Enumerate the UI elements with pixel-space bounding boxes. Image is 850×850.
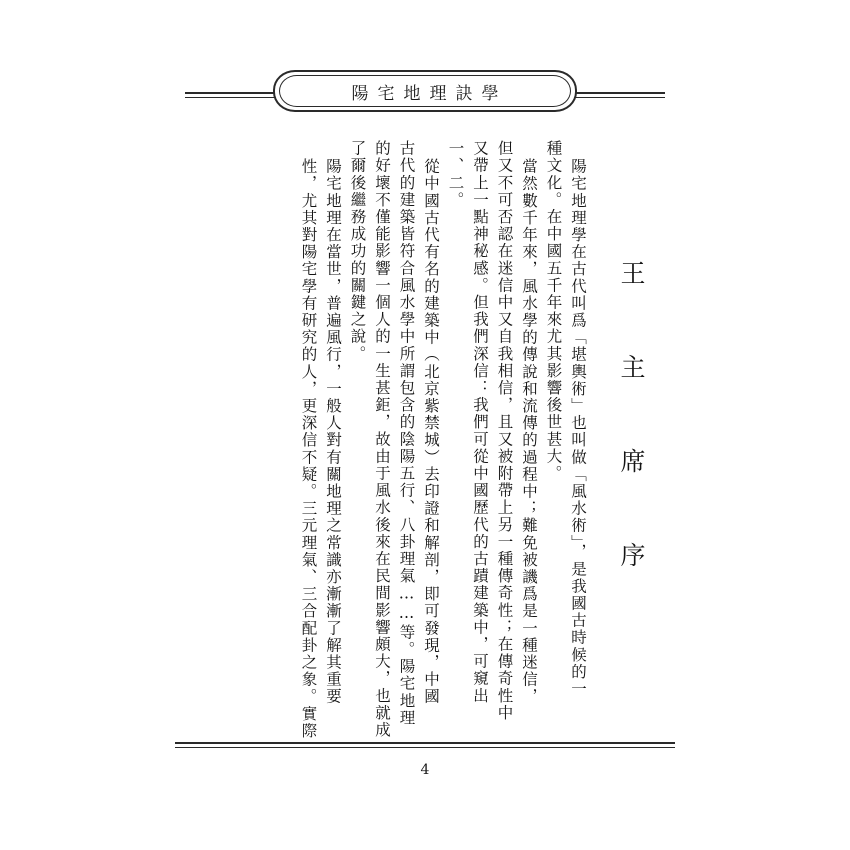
section-title: 王 主 席 序 bbox=[617, 260, 646, 587]
text-column-1: 陽宅地理學在古代叫爲「堪輿術」也叫做「風水術」，是我國古時候的一 bbox=[569, 158, 587, 698]
page-body bbox=[172, 140, 652, 740]
text-column-11: 陽宅地理在當世，普遍風行，一般人對有關地理之常識亦漸漸了解其重要 bbox=[324, 158, 342, 706]
footer-rule bbox=[175, 742, 675, 744]
text-column-7: 從中國古代有名的建築中（北京紫禁城）去印證和解剖，即可發現，中國 bbox=[422, 158, 440, 706]
header-rule-right bbox=[573, 92, 665, 94]
text-column-5: 又帶上一點神秘感。但我們深信：我們可從中國歷代的古蹟建築中，可窺出 bbox=[471, 140, 489, 705]
page-header-ornament bbox=[185, 70, 665, 114]
book-running-title: 陽宅地理訣學 bbox=[351, 83, 508, 104]
page-footer bbox=[175, 742, 675, 792]
page-number: 4 bbox=[420, 762, 430, 778]
text-column-10: 了爾後繼務成功的關鍵之說。 bbox=[348, 140, 367, 363]
text-column-9: 的好壞不僅能影響一個人的一生甚鉅，故由于風水後來在民間影響頗大，也就成 bbox=[373, 140, 391, 739]
header-rule-left bbox=[185, 92, 277, 94]
text-column-8: 古代的建築皆符合風水學中所謂包含的陰陽五行、八卦理氣……等。陽宅地理 bbox=[397, 140, 416, 727]
header-cartouche bbox=[273, 70, 577, 112]
text-column-3: 當然數千年來，風水學的傳說和流傳的過程中；難免被譏爲是一種迷信， bbox=[520, 158, 538, 706]
vertical-text-block bbox=[291, 140, 652, 740]
text-column-12: 性，尤其對陽宅學有研究的人，更深信不疑。三元理氣、三合配卦之象。實際 bbox=[299, 158, 318, 740]
text-column-2: 種文化。在中國五千年來尤其影響後世甚大。 bbox=[544, 140, 563, 482]
text-column-4: 但又不可否認在迷信中又自我相信，且又被附帶上另一種傳奇性；在傳奇性中 bbox=[495, 140, 514, 722]
text-column-6: 一、二。 bbox=[446, 140, 465, 209]
